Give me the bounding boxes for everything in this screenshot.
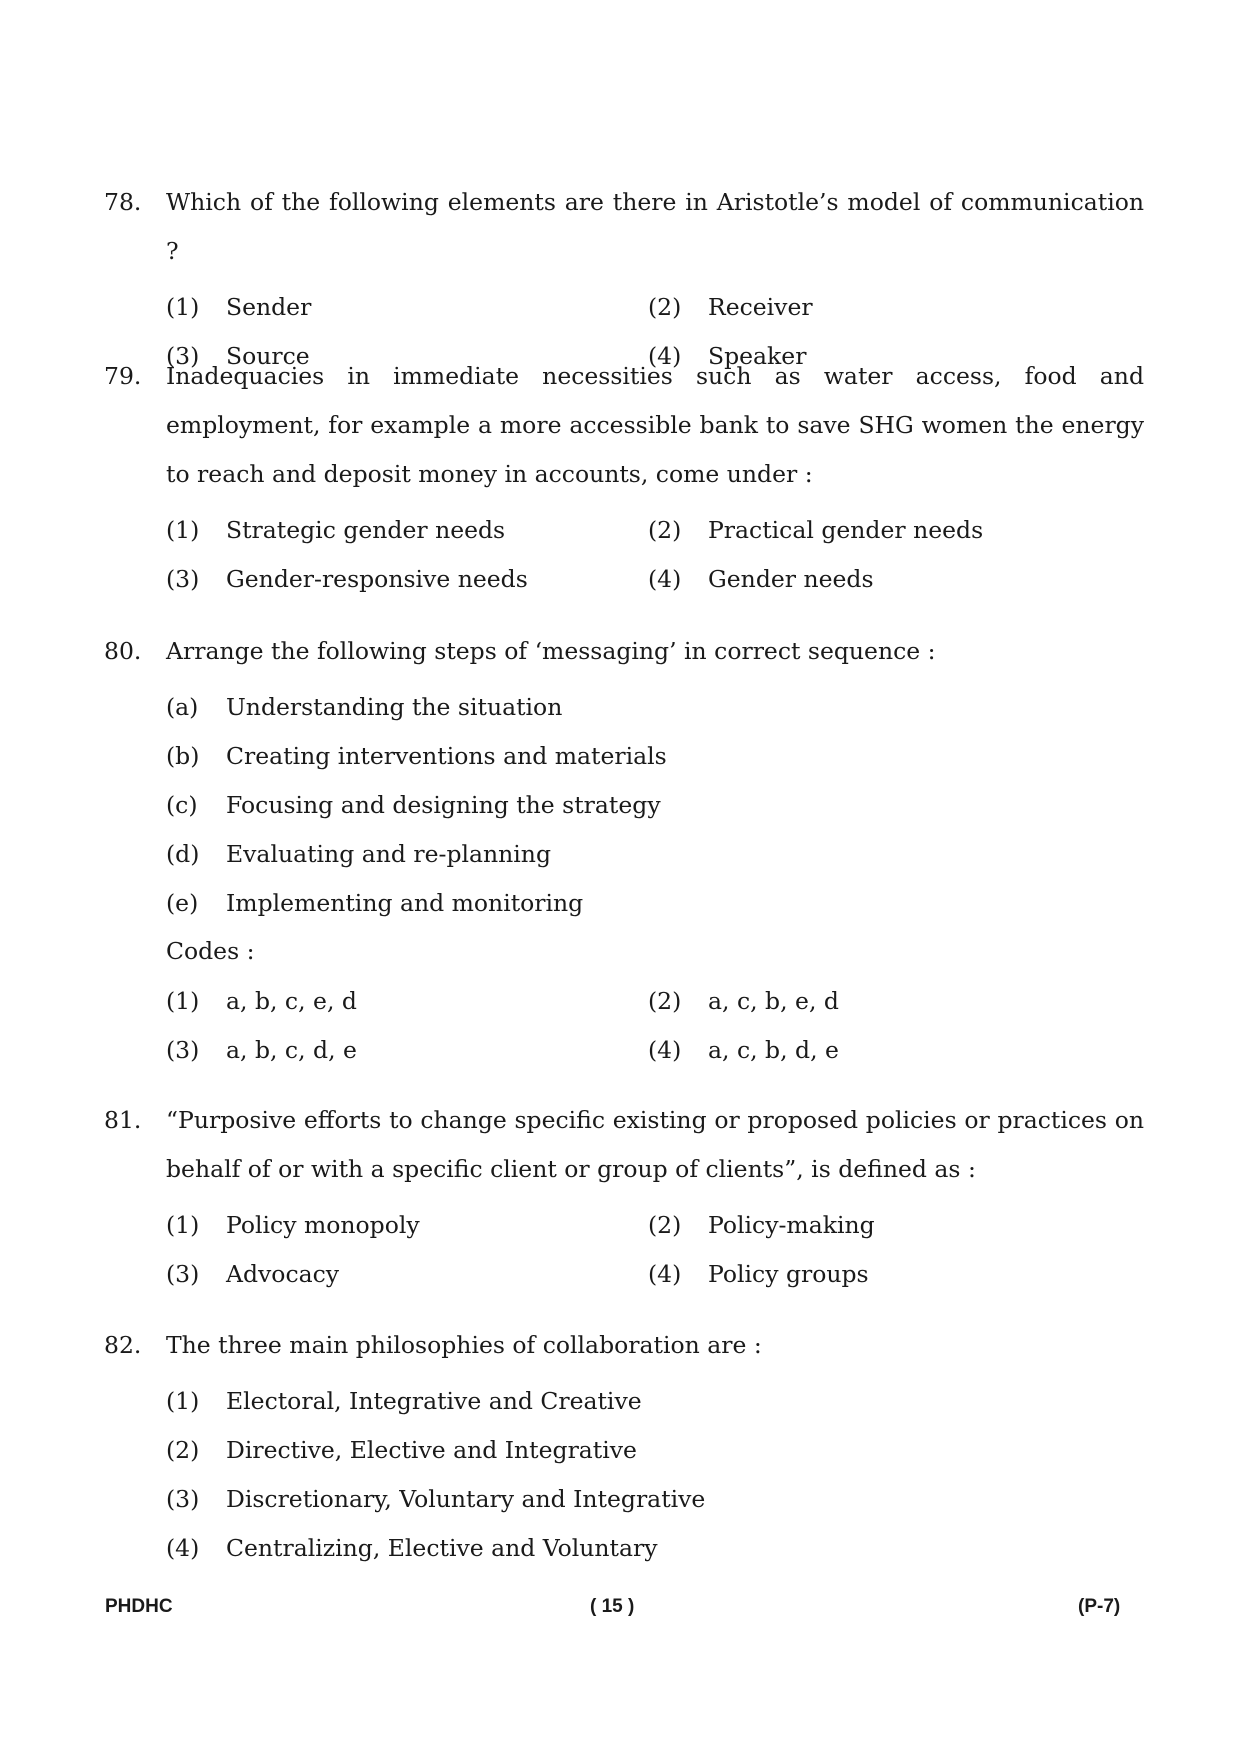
list-item: (c) Focusing and designing the strategy bbox=[166, 790, 661, 819]
question-number: 79. bbox=[104, 362, 142, 390]
option-4[interactable]: (4) Centralizing, Elective and Voluntary bbox=[166, 1533, 658, 1562]
footer-set-code: (P-7) bbox=[1078, 1596, 1121, 1617]
option-3[interactable]: (3) Source bbox=[166, 341, 310, 370]
option-4[interactable]: (4) Gender needs bbox=[648, 564, 874, 593]
option-1[interactable]: (1) a, b, c, e, d bbox=[166, 986, 357, 1015]
option-2[interactable]: (2) a, c, b, e, d bbox=[648, 986, 839, 1015]
option-2[interactable]: (2) Policy-making bbox=[648, 1210, 875, 1239]
codes-label: Codes : bbox=[166, 937, 255, 965]
question-text: “Purposive efforts to change specific existing or proposed policies or practices on behalf of or with a specific client or group of clients”, is defined as : bbox=[166, 1106, 1144, 1183]
option-4[interactable]: (4) a, c, b, d, e bbox=[648, 1035, 839, 1064]
footer-paper-code: PHDHC bbox=[105, 1596, 173, 1617]
options-grid bbox=[166, 505, 1144, 603]
footer-page-number: ( 15 ) bbox=[590, 1596, 635, 1617]
list-item: (b) Creating interventions and materials bbox=[166, 741, 667, 770]
question-number: 82. bbox=[104, 1331, 142, 1359]
option-2[interactable]: (2) Practical gender needs bbox=[648, 515, 984, 544]
option-3[interactable]: (3) Discretionary, Voluntary and Integrative bbox=[166, 1484, 706, 1513]
question-text: Inadequacies in immediate necessities such as water access, food and employment, for example a more accessible bank to save SHG women the energy to reach and deposit money in accounts, come under : bbox=[166, 362, 1144, 488]
question-text: Arrange the following steps of ‘messaging’ in correct sequence : bbox=[166, 637, 936, 665]
option-3[interactable]: (3) Advocacy bbox=[166, 1259, 340, 1288]
question-82 bbox=[104, 1321, 1144, 1572]
question-text: Which of the following elements are there in Aristotle’s model of communication ? bbox=[166, 188, 1144, 265]
option-2[interactable]: (2) Receiver bbox=[648, 292, 813, 321]
option-4[interactable]: (4) Policy groups bbox=[648, 1259, 869, 1288]
list-item: (e) Implementing and monitoring bbox=[166, 888, 584, 917]
sequence-items bbox=[166, 682, 1144, 1074]
options-list bbox=[166, 1376, 1144, 1572]
question-text: The three main philosophies of collaboration are : bbox=[166, 1331, 762, 1359]
option-1[interactable]: (1) Strategic gender needs bbox=[166, 515, 506, 544]
option-3[interactable]: (3) Gender-responsive needs bbox=[166, 564, 528, 593]
list-item: (a) Understanding the situation bbox=[166, 692, 563, 721]
option-1[interactable]: (1) Policy monopoly bbox=[166, 1210, 420, 1239]
option-1[interactable]: (1) Electoral, Integrative and Creative bbox=[166, 1386, 642, 1415]
option-3[interactable]: (3) a, b, c, d, e bbox=[166, 1035, 357, 1064]
question-number: 81. bbox=[104, 1106, 142, 1134]
option-2[interactable]: (2) Directive, Elective and Integrative bbox=[166, 1435, 637, 1464]
list-item: (d) Evaluating and re-planning bbox=[166, 839, 551, 868]
question-81 bbox=[104, 1096, 1144, 1298]
option-4[interactable]: (4) Speaker bbox=[648, 341, 807, 370]
options-grid bbox=[166, 1200, 1144, 1298]
question-number: 80. bbox=[104, 637, 142, 665]
question-80 bbox=[104, 627, 1144, 1074]
question-78 bbox=[104, 178, 1144, 380]
question-79 bbox=[104, 352, 1144, 603]
question-number: 78. bbox=[104, 188, 142, 216]
option-1[interactable]: (1) Sender bbox=[166, 292, 312, 321]
